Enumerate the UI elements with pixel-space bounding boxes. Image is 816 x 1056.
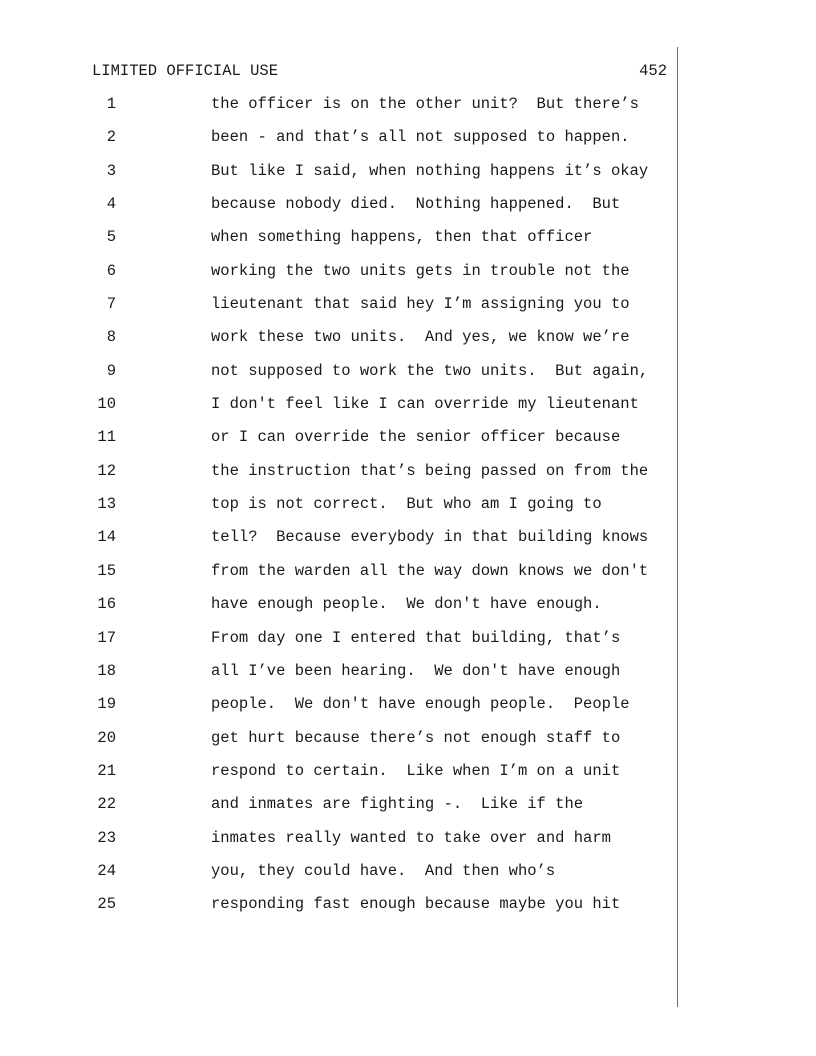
line-number: 7 [106, 295, 116, 314]
transcript-line [0, 161, 677, 194]
line-text: But like I said, when nothing happens it’s okay [211, 161, 649, 180]
line-number: 15 [97, 561, 116, 580]
transcript-line [0, 794, 677, 827]
transcript-line [0, 694, 677, 727]
transcript-line [0, 294, 677, 327]
transcript-line [0, 861, 677, 894]
transcript-line [0, 361, 677, 394]
transcript-line [0, 628, 677, 661]
transcript-line [0, 394, 677, 427]
line-text: lieutenant that said hey I’m assigning you to [211, 295, 630, 314]
transcript-line [0, 127, 677, 160]
line-number: 14 [97, 528, 116, 547]
line-text: From day one I entered that building, that’s [211, 628, 621, 647]
transcript-line [0, 561, 677, 594]
line-number: 2 [106, 128, 116, 147]
line-number: 8 [106, 328, 116, 347]
line-text: respond to certain. Like when I’m on a unit [211, 761, 621, 780]
transcript-line [0, 461, 677, 494]
line-number: 5 [106, 228, 116, 247]
line-text: not supposed to work the two units. But again, [211, 361, 649, 380]
line-number: 6 [106, 261, 116, 280]
line-text: have enough people. We don't have enough. [211, 595, 602, 614]
transcript-line [0, 494, 677, 527]
line-text: the instruction that’s being passed on from the [211, 461, 649, 480]
line-text: responding fast enough because maybe you hit [211, 895, 621, 914]
line-text: been - and that’s all not supposed to happen. [211, 128, 630, 147]
line-text: working the two units gets in trouble not the [211, 261, 630, 280]
line-number: 16 [97, 595, 116, 614]
line-number: 23 [97, 828, 116, 847]
line-number: 18 [97, 661, 116, 680]
transcript-line [0, 527, 677, 560]
line-text: tell? Because everybody in that building knows [211, 528, 649, 547]
line-text: work these two units. And yes, we know we’re [211, 328, 630, 347]
line-number: 4 [106, 195, 116, 214]
line-text: I don't feel like I can override my lieutenant [211, 395, 639, 414]
line-text: because nobody died. Nothing happened. But [211, 195, 621, 214]
line-number: 24 [97, 861, 116, 880]
line-number: 25 [97, 895, 116, 914]
line-text: when something happens, then that officer [211, 228, 593, 247]
page-number: 452 [639, 62, 667, 80]
transcript-line [0, 194, 677, 227]
line-number: 21 [97, 761, 116, 780]
line-number: 12 [97, 461, 116, 480]
line-text: from the warden all the way down knows we don't [211, 561, 649, 580]
line-text: all I’ve been hearing. We don't have enough [211, 661, 621, 680]
transcript-line [0, 227, 677, 260]
line-number: 11 [97, 428, 116, 447]
line-number: 20 [97, 728, 116, 747]
line-number: 22 [97, 795, 116, 814]
line-text: top is not correct. But who am I going to [211, 495, 602, 514]
transcript-line [0, 427, 677, 460]
classification-header: LIMITED OFFICIAL USE [92, 62, 279, 80]
transcript-line [0, 761, 677, 794]
line-number: 19 [97, 695, 116, 714]
line-number: 13 [97, 495, 116, 514]
line-number: 1 [106, 95, 116, 113]
transcript-lines [0, 94, 677, 928]
line-text: get hurt because there’s not enough staff to [211, 728, 621, 747]
transcript-line [0, 261, 677, 294]
line-text: people. We don't have enough people. People [211, 695, 630, 714]
line-text: the officer is on the other unit? But there’s [211, 95, 639, 113]
line-number: 10 [97, 395, 116, 414]
line-number: 17 [97, 628, 116, 647]
transcript-line [0, 327, 677, 360]
line-text: you, they could have. And then who’s [211, 861, 556, 880]
line-number: 9 [106, 361, 116, 380]
transcript-line [0, 94, 677, 127]
transcript-line [0, 828, 677, 861]
line-text: inmates really wanted to take over and harm [211, 828, 611, 847]
line-number: 3 [106, 161, 116, 180]
transcript-line [0, 728, 677, 761]
transcript-line [0, 661, 677, 694]
transcript-line [0, 894, 677, 927]
transcript-line [0, 594, 677, 627]
right-margin-rule [677, 47, 678, 1007]
line-text: and inmates are fighting -. Like if the [211, 795, 584, 814]
line-text: or I can override the senior officer because [211, 428, 621, 447]
